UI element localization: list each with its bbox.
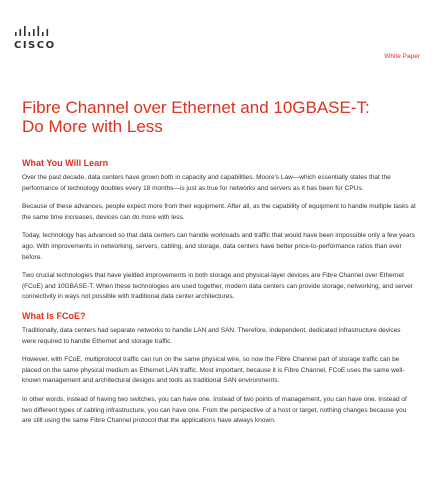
paragraph: Because of these advances, people expect more from their equipment. After all, as the capability of equipment to handle multiple tasks at the same time increases, devices can do more with less. [22, 203, 416, 221]
document-type-label: White Paper [384, 53, 420, 60]
paragraph: Traditionally, data centers had separate networks to handle LAN and SAN. Therefore, independent, dedicated infrastructure devices were required to handle Ethernet and storage traffic. [22, 326, 401, 345]
paragraph: However, with FCoE, multiprotocol traffic can run on the same physical wire, so now the Fibre Channel part of storage traffic can be placed on the same physical medium as Ethernet LAN traffic. Most important, because it is Fibre Channel, FCoE uses the same well-known management and architectural designs and tools as traditional SAN environments. [22, 356, 405, 385]
document-body [22, 158, 416, 435]
cisco-bridge-bars-icon [14, 26, 52, 38]
section-heading-what-is-fcoe: What Is FCoE? [22, 310, 86, 321]
document-title [22, 98, 412, 136]
paragraph: In other words, instead of having two switches, you can have one. Instead of two points of management, you can have one. Instead of two different types of cabling infrastructure, you can have one. From the perspective of a host or target, nothing changes because you are still using the same Fibre Channel protocol that the applications have always known. [22, 395, 407, 425]
section-heading-what-you-will-learn: What You Will Learn [22, 158, 109, 168]
paragraph: Two crucial technologies that have yielded improvements in both storage and physical-layer devices are Fibre Channel over Ethernet (FCoE) and 10GBASE-T. When these technologies are used together, modern data centers can provide storage, networking, and server connectivity in ways not possible with traditional data center architectures. [22, 272, 413, 301]
cisco-logo [14, 26, 54, 51]
paragraph: Over the past decade, data centers have grown both in capacity and capabilities. Moore's Law—which essentially states that the performance of technology doubles every 18 months—is just as true for networks and servers as it has been for CPUs. [22, 174, 391, 192]
title-line-2: Do More with Less [22, 117, 163, 136]
paragraph: Today, technology has advanced so that data centers can handle workloads and traffic that would have been impossible only a few years ago. With improvements in networking, servers, cabling, and storage, data centers have better price-to-performance ratios than ever before. [22, 232, 415, 261]
cisco-wordmark: CISCO [14, 40, 56, 51]
title-line-1: Fibre Channel over Ethernet and 10GBASE-T: [22, 98, 370, 117]
